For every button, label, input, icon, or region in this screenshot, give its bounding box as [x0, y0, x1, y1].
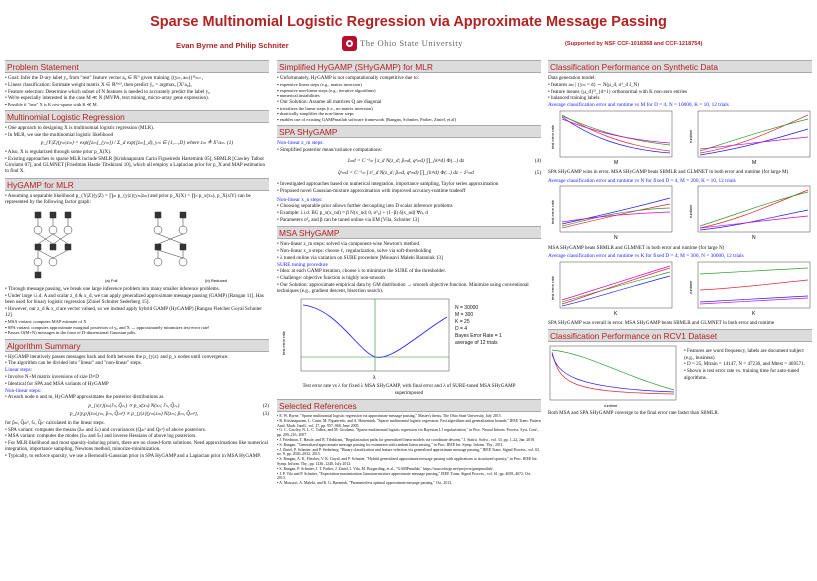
xlabel: K	[614, 310, 618, 317]
figure-title: Average classification error and runtime vs K for fixed D = 4, M = 300, N = 30000, 12 trials	[548, 252, 744, 259]
legend-item: M = 300	[455, 312, 474, 319]
text-line: • Under large i.i.d. A and scalar z_d & x_d, we can apply generalized approximate message passing (GAMP) [Rangan 11]. Has been used for binary logistic regression [Ziniel Schniter Sederberg 15].	[5, 292, 264, 306]
reference-item: • S. Rangan, "Generalized approximate message passing for estimation with random linear mixing," in Proc. IEEE Int. Symp. Inform. Thy., 2011.	[277, 442, 504, 447]
synthetic-body	[548, 75, 812, 326]
text-line: • balanced training labels	[548, 95, 600, 102]
xlabel: N	[614, 235, 618, 242]
column-3	[548, 60, 812, 417]
text-line: • Through message passing, we break one large inference problem into many smaller inference problems.	[5, 286, 220, 293]
section-header-mlr: Multinomial Logistic Regression	[5, 110, 269, 123]
text-line: • Parameters σ²₀ and β can be tuned online via EM [Vila, Schniter 13]	[277, 216, 419, 223]
rcv1-xlabel: runtime	[604, 403, 618, 409]
mlr-body	[5, 125, 269, 174]
text-line: ▪ numerical instabilities	[277, 93, 320, 99]
synthetic-plot-vs-M	[548, 109, 812, 167]
spa-body	[277, 140, 541, 223]
factor-graph-full	[34, 212, 72, 278]
text-line: ▪ enables use of existing GAMPmatlab software framework [Rangan, Schniter, Parker, Ziniel, et al]	[277, 117, 457, 123]
legend-item: K = 25	[455, 319, 470, 326]
xlabel: M	[614, 159, 619, 166]
text-line: • Existing approaches to sparse MLR include SMLR [Krishnapuram Carin Figueiredo Hartemink 05], SBMLR [Cawley Talbot Girolami 07], and GLMNET [Friedman Hastie Tibshirani 10], which all employ a Laplacian prior for p_X and MAP estimation to find X.	[5, 155, 266, 175]
text-line: ▪ Possible if "true" X is K row-sparse with K ≪ M.	[5, 102, 98, 108]
text-line: • Investigated approaches based on numerical integration, importance sampling, Taylor series approximation	[277, 181, 499, 188]
text-line: • Non-linear x_n steps: choose ℓ₁ regularization, solve via soft-thresholding	[277, 247, 432, 254]
text-line: • Example: i.i.d. BG p_x(x_nd) = β N(x_nd; 0, σ²₀) + (1−β) δ(x_nd) ∀n, d	[277, 210, 428, 217]
equation-posterior-z: (3) p_{z|y,p}(zₘ|yₘ, p̂ₘ, Q̂ₘᵖ) ∝ p_{y|z}(yₘ|zₘ) N(zₘ; p̂ₘ, Q̂ₘᵖ),	[69, 411, 269, 418]
text-line: • Features are word frequency, labels are document subject (e.g., business)	[684, 348, 804, 361]
section-header-problem: Problem Statement	[5, 60, 269, 73]
reference-item: • B. Krishnapuram, L. Carin, M. Figueiredo, and A. Hartemink, "Sparse multinomial logistic regression: Fast algorithms and generalization bounds," IEEE Trans. Pattern Anal. Mach. Intell., vol. 27, pp. 957–968, June 2005.	[277, 418, 541, 428]
ylabel-error: test error rate	[550, 200, 555, 225]
problem-body	[5, 75, 269, 107]
figure-title: Average classification error and runtime vs N for fixed D = 4, M = 200, K = 10, 12 trials	[548, 177, 736, 184]
reference-item: • S. Rangan, A. K. Fletcher, V. K. Goyal, and P. Schniter, "Hybrid generalized approximate message passing with applications to structured sparsity," in Proc. IEEE Int. Symp. Inform. Thy., pp. 1236–1240, July 2012.	[277, 457, 538, 466]
text-line: • Goal: Infer the D-ary label y₀ from "test" feature vector a₀ ∈ ℝᴺ given training {(yₘ, aₘ)}ᴹₘ₌₁	[5, 75, 204, 81]
section-header-synthetic: Classification Performance on Synthetic Data	[548, 60, 812, 73]
equation-posterior-x: (2) p_{x|r}(xₙ|r̂ₙ, Q̂ₙᵣ) ∝ p_x(xₙ) N(xₙ; r̂ₙ, Q̂ₙᵣ)	[88, 402, 269, 409]
section-header-shygamp: Simplified HyGAMP (SHyGAMP) for MLR	[277, 60, 541, 73]
synthetic-plot-vs-K	[548, 260, 812, 318]
subheading: Non-linear steps:	[5, 387, 42, 394]
plot-ylabel: test error rate	[281, 331, 286, 356]
algorithm-body	[5, 354, 269, 460]
equation-likelihood: p_{Y|Z}(yₘ|zₘ) = exp([zₘ]_{yₘ}) / Σ_d exp([zₘ]_d), yₘ ∈ {1,...,D} where zₘ ≜ Xᵀaₘ. (1)	[40, 140, 234, 147]
funding-note: (Supported by NSF CCF-1018368 and CCF-1218754)	[565, 41, 703, 47]
text-line: • Simplified posterior mean/variance computations:	[277, 147, 383, 154]
section-header-msa: MSA SHyGAMP	[277, 226, 541, 239]
fig-caption-a: (a) Full	[105, 277, 118, 283]
subheading: SURE tuning procedure	[277, 261, 328, 268]
equation-spa-var: (5) q̂ᶻₘd = C⁻¹ₘ ∫ z²_d N(z_d; p̂ₘd, qᵖₘd) ∏_{k≠d} Φ(...) dz − ẑ²ₘd	[338, 169, 541, 176]
text-line: • Also, X is regularized through some prior p_X(X).	[5, 148, 112, 155]
section-header-spa: SPA SHyGAMP	[277, 125, 541, 138]
references-list	[277, 414, 541, 486]
text-line: • HyGAMP iteratively passes messages back and forth between the p_{y|z} and p_x nodes until convergence.	[5, 353, 229, 360]
authors: Evan Byrne and Philip Schniter	[176, 41, 289, 50]
ylabel-error: test error rate	[550, 275, 555, 300]
equation-spa-mean: (4) ẑₘd = C⁻¹ₘ ∫ z_d N(z_d; p̂ₘd, qᵖₘd) ∏_{k≠d} Φ(...) dz	[347, 158, 541, 165]
xlabel: K	[752, 310, 756, 317]
synthetic-plot-vs-N	[548, 184, 812, 242]
text-line: Data generation model:	[548, 75, 596, 81]
text-line: • λ tuned online via variation on SURE procedure [Mousavi Maleki Baraniuk 13]	[277, 254, 443, 261]
reference-item: • J. P. Vila and P. Schniter, "Expectation-maximization Gaussian-mixture approximate message passing," IEEE Trans. Signal Process., vol. 61, pp. 4658–4672, Oct. 2013.	[277, 471, 532, 481]
factor-graph-figure	[5, 206, 269, 284]
subheading: Non-linear z_m steps:	[277, 140, 324, 147]
text-line: ▪ Passes O(M+N) messages in the form of D-dimensional Gaussian pdfs.	[5, 330, 137, 336]
msa-plot-caption: Test error rate vs λ for fixed λ MSA SHyGAMP, with final error and λ of SURE-tuned MSA SHyGAMP superimposed	[302, 383, 516, 396]
reference-item: • S. Rangan, P. Schniter, J. T. Parker, J. Ziniel, J. Vila, M. Borgerding, et al., "GAMPmatlab," https://sourceforge.net/projects/gampmatlab/.	[277, 466, 494, 471]
column-1	[5, 60, 269, 460]
section-header-references: Selected References	[277, 399, 541, 412]
text-line: • Idea: at each GAMP iteration, choose λ to minimize the SURE of the thresholder.	[277, 268, 447, 275]
xlabel: M	[752, 159, 757, 166]
text-line: • feature means {μ_d}ᴰ_{d=1} orthonormal with K non-zero entries	[548, 88, 688, 95]
university-logo	[342, 35, 463, 51]
rcv1-body	[548, 344, 812, 410]
reference-item: • J. Ziniel, P. Schniter, and P. Sederberg, "Binary classification and feature selection via generalized approximate message passing," IEEE Trans. Signal Process., vol. 63, no. 8, pp. 2020–2032, 2015.	[277, 447, 541, 457]
text-line: ▪ drastically simplifies the non-linear steps	[277, 111, 354, 117]
legend-item: D = 4	[455, 326, 468, 333]
text-line: • Choosing separable prior allows further decoupling into D scalar inference problems	[277, 203, 453, 210]
text-line: • Identical for SPA and MSA variants of HyGAMP	[5, 380, 109, 387]
figure-caption: SPA SHyGAMP wins in error. MSA SHyGAMP beats SBMLR and GLMNET in both error and runtime (for large M)	[548, 169, 789, 176]
text-line: for p̂ₘ, Q̂ₘᵖ, r̂ₙ, Q̂ₙʳ calculated in the linear steps.	[5, 419, 105, 426]
rcv1-bullets	[680, 344, 808, 410]
msa-lambda-plot	[277, 295, 541, 381]
text-line: • Involve N+M matrix inversions of size D×D	[5, 374, 99, 381]
reference-item: • A. Mousavi, A. Maleki, and R. G. Baraniuk, "Parameterless optimal approximate message passing," Oct. 2013.	[277, 481, 453, 486]
text-line: • Unfortunately, HyGAMP is not computationally competitive due to:	[277, 75, 420, 81]
text-line: ▪ MSA variant: computes MAP estimate of X	[5, 319, 87, 325]
rcv1-plot	[548, 344, 680, 410]
text-line: • SPA variant: computes the means (ẑₘ and x̂ₙ) and covariances (Qₘᶻ and Qₙˣ) of above posteriors.	[5, 426, 207, 433]
text-line: • features aₘ | {yₘ = d} ∼ N(μ_d, σ²_d I_N)	[548, 81, 639, 88]
university-name: The Ohio State University	[360, 38, 463, 48]
text-line: ▪ trivializes the linear steps (i.e., no matrix inversion)	[277, 105, 373, 111]
text-line: • At each node n and m, HyGAMP approximates the posterior distributions as	[5, 394, 164, 401]
text-line: ▪ expensive linear steps (e.g., matrix inversion)	[277, 81, 362, 87]
text-line: • MSA variant: computes the modes (ẑₘ and x̂ₙ) and inverse Hessians of above log posteriors.	[5, 433, 197, 440]
figure-title: Average classification error and runtime vs M for D = 4, N = 10000, K = 10, 12 trials	[548, 102, 729, 109]
ylabel-error: test error rate	[550, 124, 555, 149]
text-line: • Our Solution: approximate empirical data by GM distribution → smooth objective function. Minimize using conventional techniques (e.g., gradient descent, bisection search).	[277, 281, 529, 295]
text-line: • In MLR, we use the multinomial logistic likelihood	[5, 132, 114, 139]
text-line: • For MLR likelihood and most sparsity-inducing priors, there are no closed-form solutions. Need approximations like numerical integration, importance sampling, Newtons method, minorize-minimization.	[5, 440, 268, 453]
legend-item: average of 12 trials	[455, 340, 498, 347]
text-line: • Shown is test error rate vs. training time for auto-tuned algorithms.	[684, 368, 800, 381]
text-line: • Linear classification: Estimate weight matrix X ∈ ℝᴺˣᴰ, then predict ŷ₀ = argmaxₐ [Xᵀa₀]ₐ	[5, 81, 192, 88]
figure-caption: SPA SHyGAMP was overall in error. MSA SHyGAMP beats SBMLR and GLMNET in both error and runtime	[548, 320, 775, 327]
reference-item: • G. C. Cawley, N. L. C. Talbot, and M. Girolami, "Sparse multinomial logistic regression via Bayesian L1 regularisation," in Proc. Neural Inform. Process. Syst. Conf., pp. 209–216, 2007.	[277, 428, 539, 438]
text-line: ▪ expensive non-linear steps (e.g., iterative algorithms)	[277, 87, 376, 93]
text-line: ▪ SPA variant: computes approximate marginal posteriors of y₀ and X → approximately minimizes test-error rate!	[5, 324, 210, 330]
legend-item: N = 30000	[455, 305, 479, 312]
reference-item: • E. W. Byrne, "Sparse multinomial logistic regression via approximate message passing," Master's thesis, The Ohio State University, July 2015.	[277, 413, 502, 418]
subheading: Linear steps:	[5, 367, 33, 374]
text-line: • Proposed novel Gaussian-mixture approximation with improved accuracy-runtime tradeoff	[277, 188, 466, 195]
hygamp-body	[5, 193, 269, 336]
text-line: • We're especially interested in the case M ≪ N (MVPA, text mining, micro-array gene expression).	[5, 95, 209, 102]
plot-xlabel: λ	[373, 375, 376, 382]
text-line: • D = 25, Mtrain = 14147, N = 47236, and Mtest = 469571.	[684, 361, 805, 368]
text-line: • Challenge: objective function is highly non-smooth	[277, 275, 385, 282]
section-header-rcv1: Classification Performance on RCV1 Dataset	[548, 329, 812, 342]
text-line: • Feature selection: Determine which subset of N features is needed to accurately predict the label y₀	[5, 88, 210, 95]
block-o-icon	[342, 36, 357, 51]
subheading: Non-linear x_n steps:	[277, 196, 323, 203]
poster-title: Sparse Multinomial Logistic Regression via Approximate Message Passing	[150, 14, 667, 30]
text-line: • However, our z_d & x_d are vector valued, so we instead apply hybrid GAMP (HyGAMP) [Rangan Fletcher Goyal Schniter 12]	[5, 305, 263, 319]
reference-item: • J. Friedman, T. Hastie, and R. Tibshirani, "Regularization paths for generalized linear models via coordinate descent," J. Statist. Softw., vol. 33, pp. 1–22, Jan. 2010.	[277, 437, 536, 442]
ylabel-runtime: runtime	[688, 280, 693, 294]
ylabel-runtime: runtime	[688, 205, 693, 219]
figure-caption: MSA SHyGAMP beats SBMLR and GLMNET in both error and runtime (for large N)	[548, 244, 725, 251]
text-line: • Typically, to enforce sparsity, we use a Bernoulli-Gaussian prior in SPA HyGAMP and a Laplacian prior in MSA HyGAMP.	[5, 453, 261, 460]
msa-body	[277, 241, 541, 396]
rcv1-caption: Both MSA and SPA SHyGAMP converge to the final error rate faster than SBMLR.	[548, 410, 720, 417]
text-line: • Our Solution: Assume all matrices Q are diagonal	[277, 98, 382, 105]
text-line: • The algorithm can be divided into "linear" and "non-linear" steps.	[5, 360, 142, 367]
text-line: • Non-linear z_m steps: solved via component-wise Newton's method.	[277, 241, 421, 248]
factor-graph-reduced	[154, 212, 187, 266]
xlabel: N	[752, 235, 756, 242]
text-line: • One approach to designing X is multinomial logistic regression (MLR).	[5, 125, 155, 132]
section-header-hygamp: HyGAMP for MLR	[5, 178, 269, 191]
shygamp-body	[277, 75, 541, 122]
legend-item: Bayes Error Rate = 1	[455, 333, 502, 340]
text-line: • Assuming a separable likelihood p_{Y|Z}(y|Z) = ∏ₘ p_{y|z}(yₘ|zₘ) and prior p_X(X) = ∏ₙ p_x(xₙ), p_X(x|Y) can be represented by the following factor graph:	[5, 192, 251, 205]
section-header-algorithm: Algorithm Summary	[5, 339, 269, 352]
column-2	[277, 60, 541, 486]
ylabel-runtime: runtime	[688, 129, 693, 143]
fig-caption-b: (b) Reduced	[205, 277, 228, 283]
